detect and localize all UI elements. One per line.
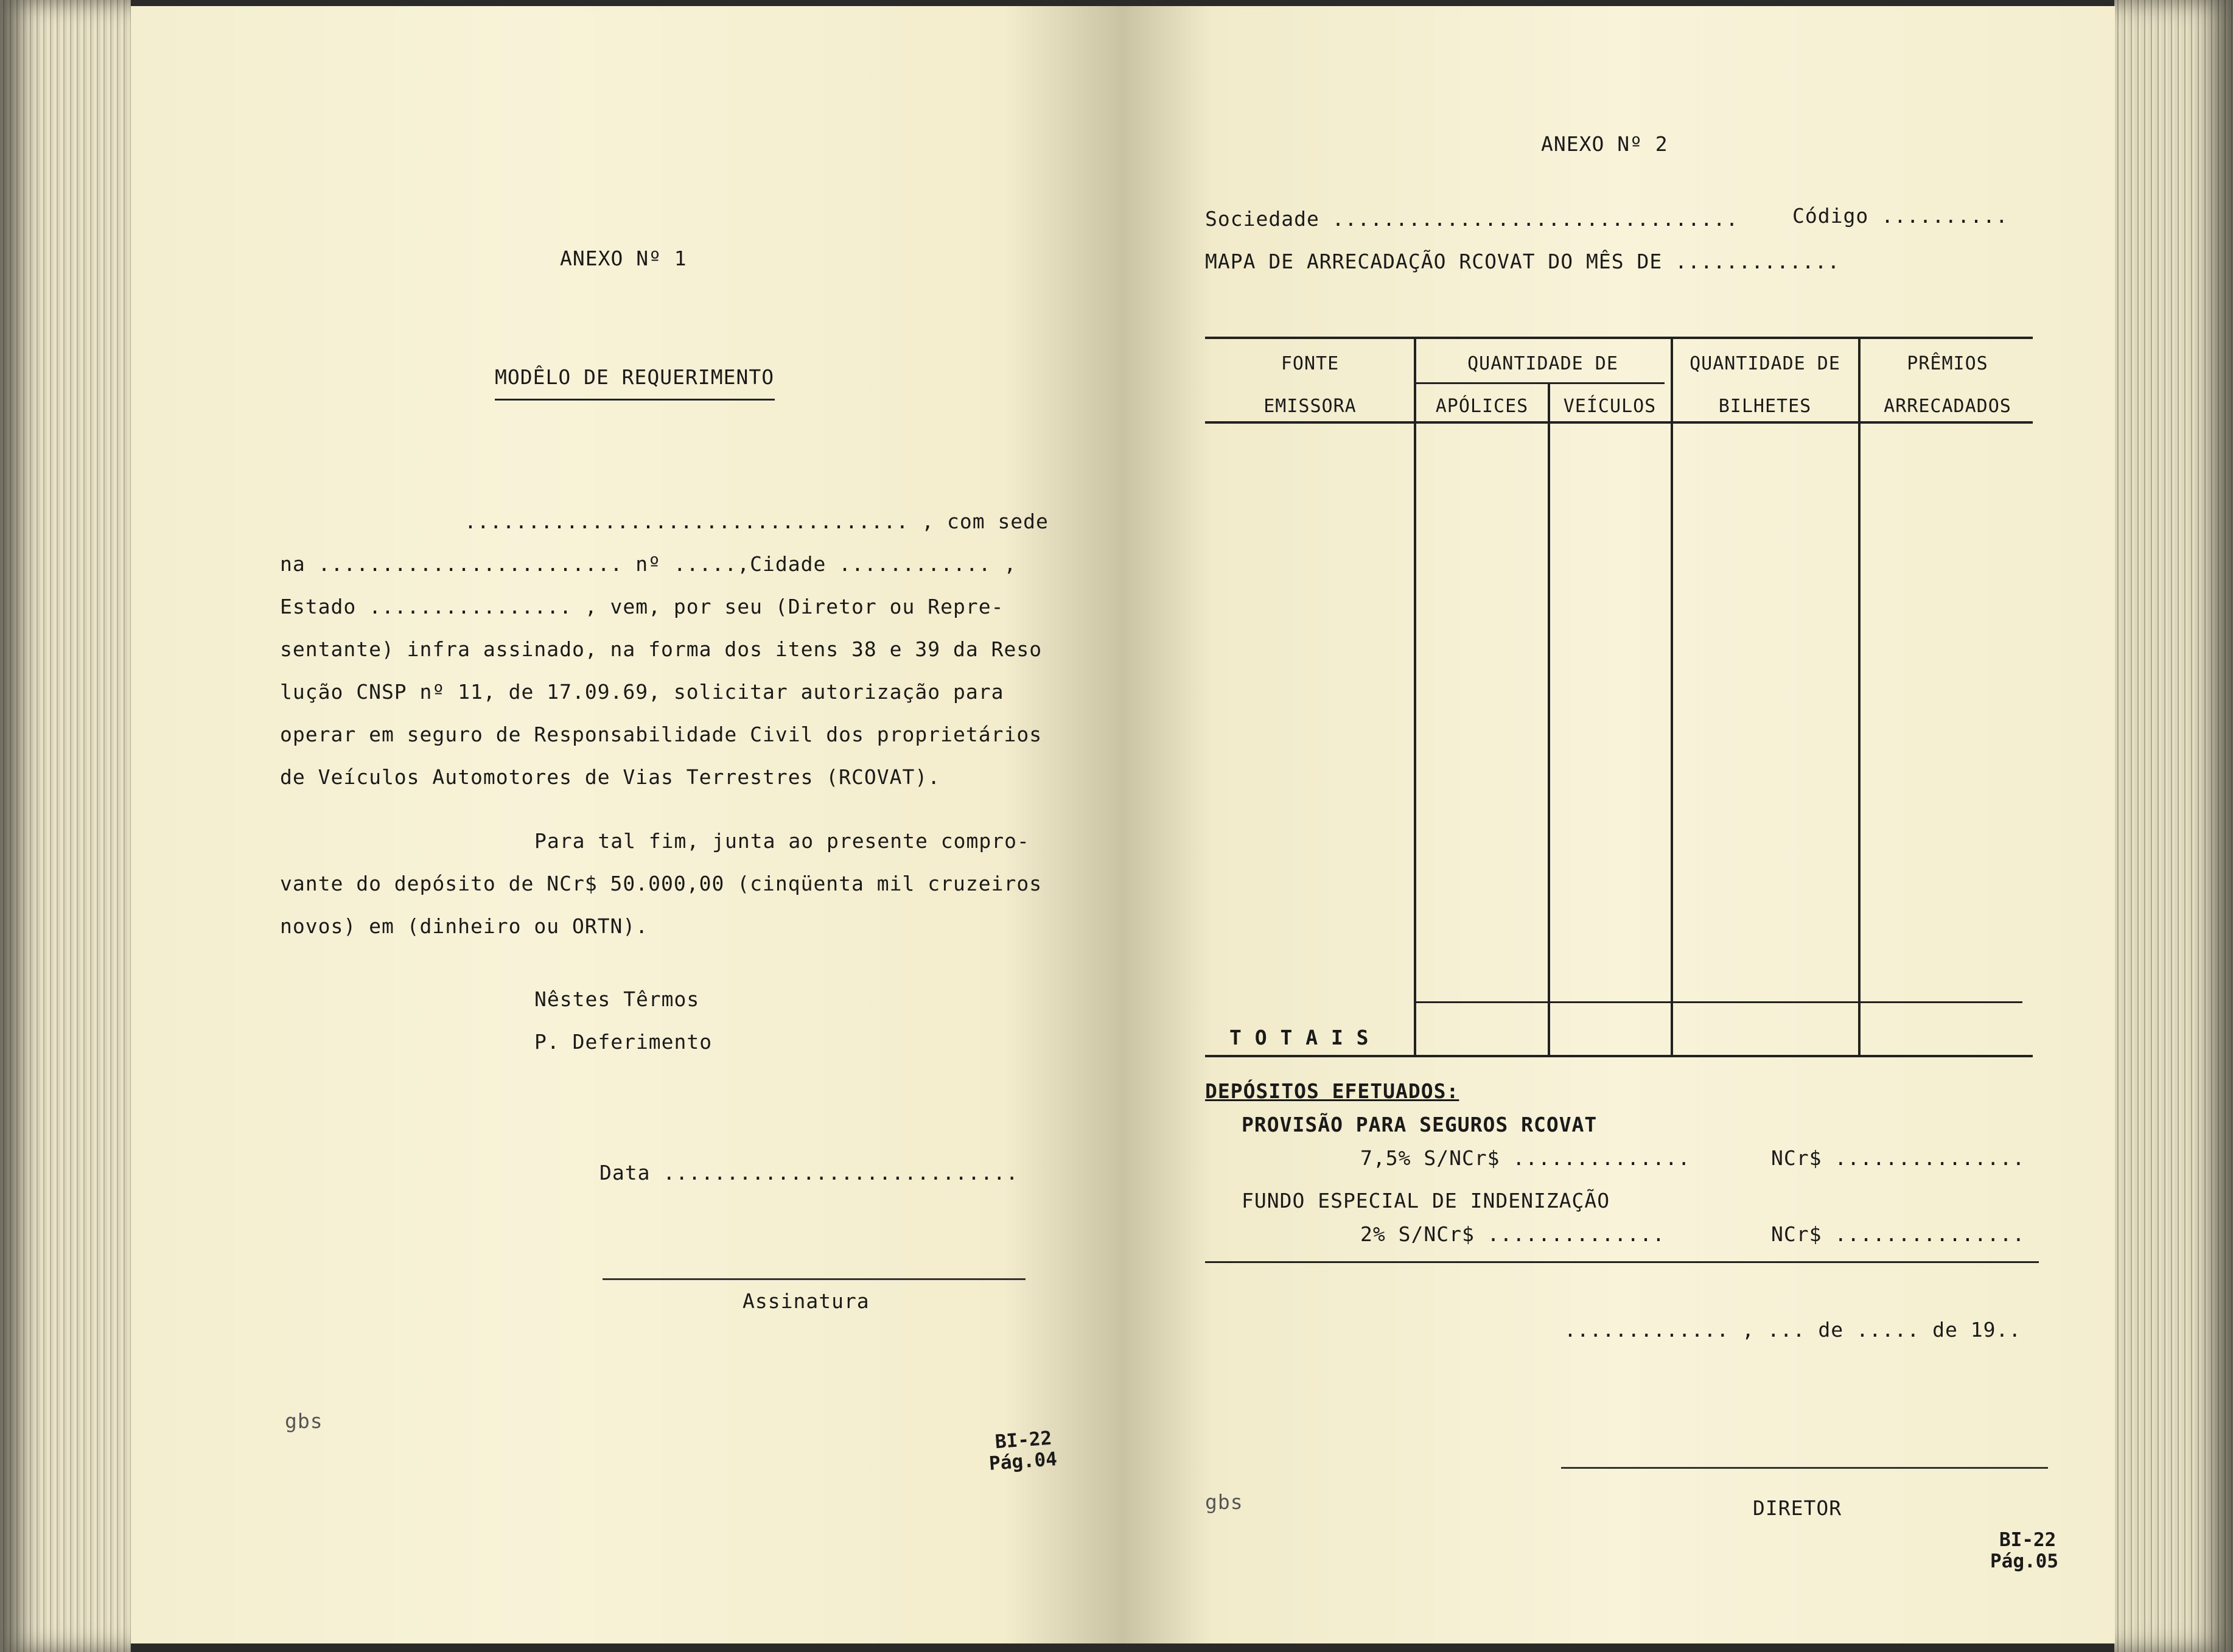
table-quantity-subheader-line: [1415, 382, 1665, 384]
page-ref-number: Pág.04: [988, 1448, 1058, 1475]
col-header-bilhetes: BILHETES: [1718, 396, 1812, 417]
book-page-edges-right: [2114, 0, 2233, 1652]
book-page-edges-left: [0, 0, 131, 1652]
table-top-border: [1205, 337, 2033, 339]
special-fund-heading: FUNDO ESPECIAL DE INDENIZAÇÃO: [1242, 1189, 1610, 1213]
model-title: MODÊLO DE REQUERIMENTO: [495, 365, 775, 389]
closing-line-1: Nêstes Têrmos: [534, 987, 700, 1011]
provision-amount: NCr$ ...............: [1771, 1146, 2025, 1170]
director-signature-line: [1561, 1467, 2048, 1469]
date-line: Data ............................: [599, 1161, 1019, 1185]
body-line-2: na ........................ nº .....,Cidade ............ ,: [280, 552, 1017, 576]
body2-line-3: novos) em (dinheiro ou ORTN).: [280, 914, 649, 938]
sociedade-field: Sociedade ................................: [1205, 207, 1739, 231]
special-fund-rate: 2% S/NCr$ ..............: [1360, 1222, 1665, 1246]
place-date-line: ............. , ... de ..... de 19..: [1564, 1318, 2022, 1342]
page-ref-bi: BI-22: [994, 1427, 1053, 1454]
closing-line-2: P. Deferimento: [534, 1030, 713, 1054]
table-col-divider-3: [1671, 338, 1673, 1056]
body-line-5: lução CNSP nº 11, de 17.09.69, solicitar autorização para: [280, 680, 1004, 704]
body-line-1: ................................... , com sede: [464, 509, 1049, 533]
table-col-divider-1: [1414, 338, 1416, 1056]
typist-initials: gbs: [285, 1409, 323, 1433]
table-bottom-border: [1205, 1055, 2033, 1057]
right-page: [1123, 6, 2115, 1643]
col-header-quantidade: QUANTIDADE DE: [1467, 353, 1618, 374]
table-totals-top-border: [1414, 1001, 2022, 1003]
table-header-bottom-border: [1205, 421, 2033, 424]
collection-map-line: MAPA DE ARRECADAÇÃO RCOVAT DO MÊS DE .............: [1205, 250, 1840, 273]
typist-initials-right: gbs: [1205, 1490, 1243, 1514]
col-header-emissora: EMISSORA: [1263, 396, 1357, 417]
body2-line-2: vante do depósito de NCr$ 50.000,00 (cinqüenta mil cruzeiros: [280, 872, 1043, 895]
col-header-quantidade-bilhetes: QUANTIDADE DE: [1690, 353, 1840, 374]
director-label: DIRETOR: [1753, 1496, 1842, 1520]
col-header-apolices: APÓLICES: [1435, 396, 1529, 417]
signature-line: [603, 1278, 1026, 1280]
table-col-divider-4: [1858, 338, 1861, 1056]
model-title-underline: [495, 399, 775, 401]
special-fund-amount: NCr$ ...............: [1771, 1222, 2025, 1246]
col-header-fonte: FONTE: [1281, 353, 1340, 374]
signature-label: Assinatura: [743, 1289, 870, 1313]
totals-label: T O T A I S: [1229, 1026, 1369, 1049]
body-line-7: de Veículos Automotores de Vias Terrestres (RCOVAT).: [280, 765, 941, 789]
col-header-veiculos: VEÍCULOS: [1563, 396, 1657, 417]
body-line-4: sentante) infra assinado, na forma dos itens 38 e 39 da Reso: [280, 637, 1043, 661]
page-ref-bi-right: BI-22: [1999, 1529, 2057, 1551]
provision-rate: 7,5% S/NCr$ ..............: [1360, 1146, 1691, 1170]
body2-line-1: Para tal fim, junta ao presente compro-: [534, 829, 1030, 853]
deposits-bottom-line: [1205, 1261, 2039, 1263]
col-header-premios: PRÊMIOS: [1907, 353, 1988, 374]
annex-2-title: ANEXO Nº 2: [1541, 132, 1668, 156]
left-page: [131, 6, 1123, 1643]
col-header-arrecadados: ARRECADADOS: [1884, 396, 2011, 417]
page-ref-number-right: Pág.05: [1990, 1550, 2058, 1572]
table-col-divider-2: [1548, 383, 1550, 1056]
body-line-3: Estado ................ , vem, por seu (Diretor ou Repre-: [280, 595, 1004, 618]
body-line-6: operar em seguro de Responsabilidade Civil dos proprietários: [280, 723, 1043, 746]
provision-heading: PROVISÃO PARA SEGUROS RCOVAT: [1242, 1113, 1598, 1136]
codigo-field: Código ..........: [1792, 204, 2008, 228]
deposits-heading: DEPÓSITOS EFETUADOS:: [1205, 1079, 1459, 1103]
annex-1-title: ANEXO Nº 1: [560, 247, 687, 270]
